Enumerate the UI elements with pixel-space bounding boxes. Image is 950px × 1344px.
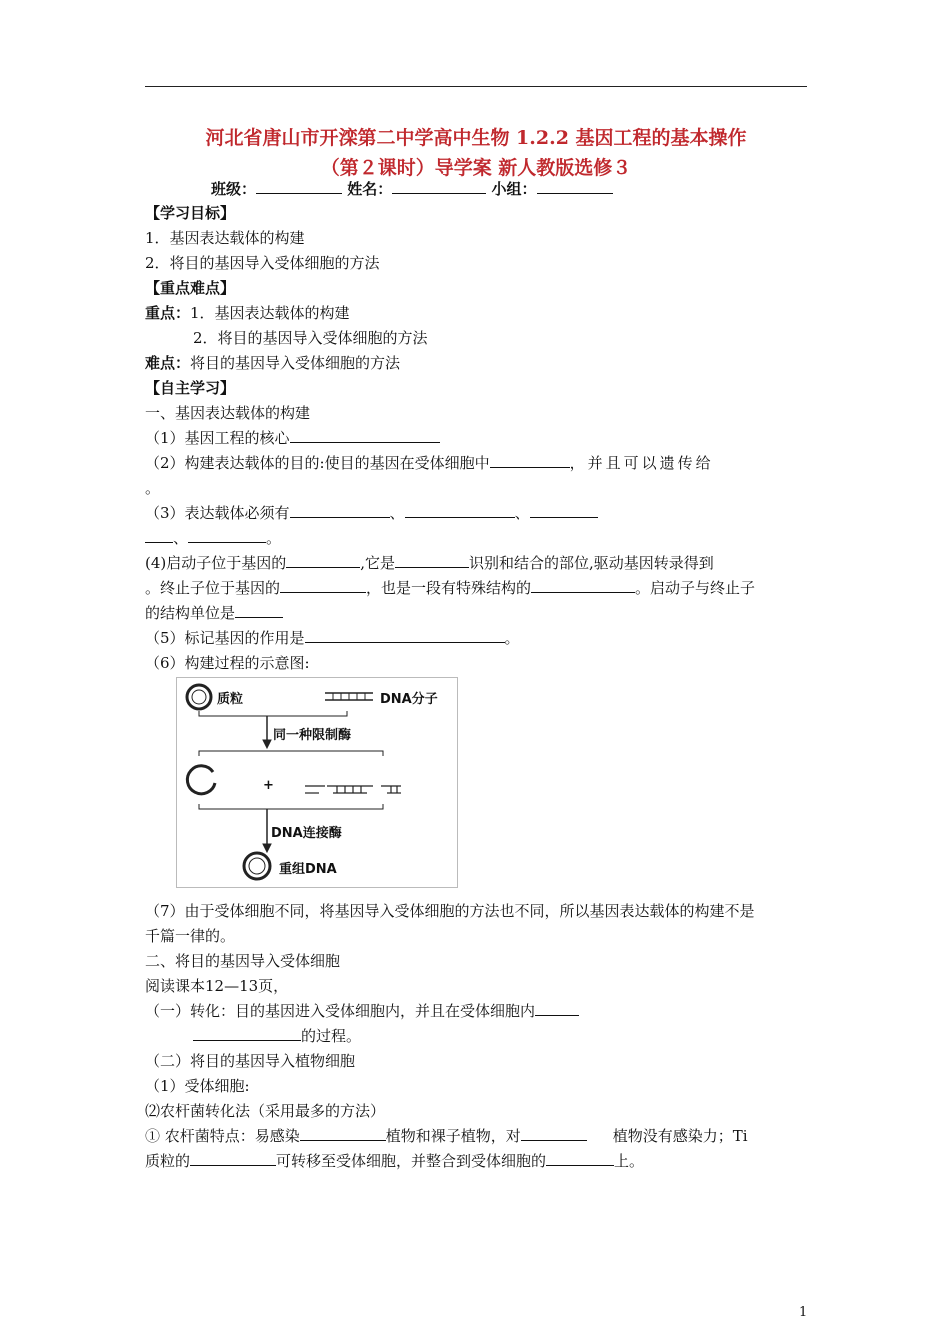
question-5	[145, 627, 520, 649]
construction-diagram	[176, 677, 458, 888]
answer-blank[interactable]	[193, 1025, 301, 1041]
cut-plasmid-icon	[187, 766, 215, 794]
question-4-text: (4)启动子位于基因的	[145, 554, 287, 572]
recipient-cell: （1）受体细胞:	[145, 1077, 250, 1095]
answer-blank[interactable]	[305, 627, 505, 643]
question-3	[145, 502, 598, 524]
question-2-text-b: ，并且可以遗传给	[569, 454, 714, 472]
section-1-title: 一、基因表达载体的构建	[145, 404, 311, 422]
goal-2: 2．将目的基因导入受体细胞的方法	[145, 254, 380, 272]
question-4-text-g: 的结构单位是	[145, 604, 236, 622]
question-2	[145, 452, 714, 474]
answer-blank[interactable]	[546, 1150, 614, 1166]
features-text: ① 农杆菌特点：易感染	[145, 1127, 300, 1145]
difficulty-text: 将目的基因导入受体细胞的方法	[190, 354, 401, 372]
agrobacterium-method: ⑵农杆菌转化法（采用最多的方法）	[145, 1102, 386, 1120]
ti-plasmid-line	[145, 1150, 644, 1172]
question-4-text-e: ，也是一段有特殊结构的	[366, 579, 532, 597]
question-4-text-f: 。启动子与终止子	[635, 579, 756, 597]
answer-blank[interactable]	[280, 577, 366, 593]
question-7: （7）由于受体细胞不同，将基因导入受体细胞的方法也不同，所以基因表达载体的构建不是	[145, 902, 755, 920]
dna-ligase-label: DNA连接酶	[271, 826, 342, 841]
separator: 、	[514, 504, 530, 522]
restriction-enzyme-label: 同一种限制酶	[273, 728, 352, 743]
answer-blank[interactable]	[286, 552, 360, 568]
question-2-end: 。	[145, 479, 161, 497]
dna-molecule-label: DNA分子	[380, 692, 438, 707]
bracket-middle	[199, 751, 383, 756]
top-rule	[145, 86, 807, 87]
answer-blank[interactable]	[531, 577, 635, 593]
answer-blank[interactable]	[395, 552, 469, 568]
answer-blank[interactable]	[188, 527, 266, 543]
goal-1: 1．基因表达载体的构建	[145, 229, 305, 247]
question-6: （6）构建过程的示意图:	[145, 654, 310, 672]
answer-blank[interactable]	[490, 452, 570, 468]
answer-blank[interactable]	[290, 502, 390, 518]
transformation-def	[145, 1000, 579, 1022]
plasmid-icon	[187, 685, 211, 709]
reading-note: 阅读课本12—13页，	[145, 977, 289, 995]
question-2-text: （2）构建表达载体的目的:使目的基因在受体细胞中	[145, 454, 490, 472]
answer-blank[interactable]	[290, 427, 440, 443]
answer-blank[interactable]	[535, 1000, 579, 1016]
ti-text: 质粒的	[145, 1152, 191, 1170]
answer-blank[interactable]	[521, 1125, 587, 1141]
answer-blank[interactable]	[405, 502, 515, 518]
question-5-text: （5）标记基因的作用是	[145, 629, 305, 647]
plasmid-inner-ring	[192, 690, 206, 704]
answer-blank[interactable]	[300, 1125, 386, 1141]
plant-section-title: （二）将目的基因导入植物细胞	[145, 1052, 356, 1070]
question-7-end: 千篇一律的。	[145, 927, 236, 945]
document-title-line1: 河北省唐山市开滦第二中学高中生物 1.2.2 基因工程的基本操作	[205, 127, 747, 149]
separator: 、	[173, 529, 189, 547]
ti-text-b: 可转移至受体细胞，并整合到受体细胞的	[276, 1152, 547, 1170]
question-4-text-c: 识别和结合的部位,驱动基因转录得到	[469, 554, 714, 572]
difficulty	[145, 352, 400, 374]
heading-key-points: 【重点难点】	[145, 279, 236, 297]
question-5-end: 。	[504, 629, 520, 647]
ti-text-c: 上。	[614, 1152, 645, 1170]
question-3-end: 。	[266, 529, 282, 547]
class-label: 班级：	[211, 180, 257, 198]
transformation-text: （一）转化：目的基因进入受体细胞内，并且在受体细胞内	[145, 1002, 536, 1020]
question-3-text: （3）表达载体必须有	[145, 504, 290, 522]
features-text-c: 植物没有感染力；Ti	[612, 1127, 748, 1145]
plus-sign: +	[263, 778, 274, 793]
diagram-graphic	[177, 678, 457, 887]
question-4	[145, 552, 714, 574]
group-label: 小组：	[491, 180, 537, 198]
key-point-1	[145, 302, 350, 324]
agrobacterium-features	[145, 1125, 748, 1147]
question-4-text-d: 。终止子位于基因的	[145, 579, 281, 597]
transformation-text-end: 的过程。	[301, 1027, 362, 1045]
student-info-row	[211, 178, 613, 200]
dna-fragment-icon	[325, 693, 373, 700]
difficulty-label: 难点：	[145, 354, 191, 372]
answer-blank[interactable]	[145, 527, 173, 543]
question-3-cont	[145, 527, 281, 549]
features-text-b: 植物和裸子植物，对	[385, 1127, 521, 1145]
key-point-2: 2．将目的基因导入受体细胞的方法	[193, 329, 428, 347]
recombinant-dna-label: 重组DNA	[279, 862, 337, 877]
cut-dna-icon	[305, 786, 401, 793]
question-4-text-b: ,它是	[360, 554, 396, 572]
question-4-line3	[145, 602, 283, 624]
transformation-def-cont	[193, 1025, 361, 1047]
heading-self-study: 【自主学习】	[145, 379, 236, 397]
question-1-text: （1）基因工程的核心	[145, 429, 290, 447]
class-blank[interactable]	[256, 178, 342, 194]
document-title-line2: （第２课时）导学案 新人教版选修３	[320, 157, 632, 179]
plasmid-label: 质粒	[217, 692, 244, 707]
name-blank[interactable]	[392, 178, 486, 194]
group-blank[interactable]	[537, 178, 613, 194]
question-4-line2	[145, 577, 755, 599]
page-number: 1	[799, 1305, 808, 1320]
answer-blank[interactable]	[190, 1150, 276, 1166]
recombinant-dna-icon	[244, 853, 270, 879]
answer-blank[interactable]	[235, 602, 283, 618]
key-text-1: 1．基因表达载体的构建	[190, 304, 350, 322]
name-label: 姓名：	[347, 180, 393, 198]
section-2-title: 二、将目的基因导入受体细胞	[145, 952, 341, 970]
answer-blank[interactable]	[530, 502, 598, 518]
question-1	[145, 427, 440, 449]
key-label: 重点：	[145, 304, 191, 322]
heading-goals: 【学习目标】	[145, 204, 236, 222]
separator: 、	[389, 504, 405, 522]
